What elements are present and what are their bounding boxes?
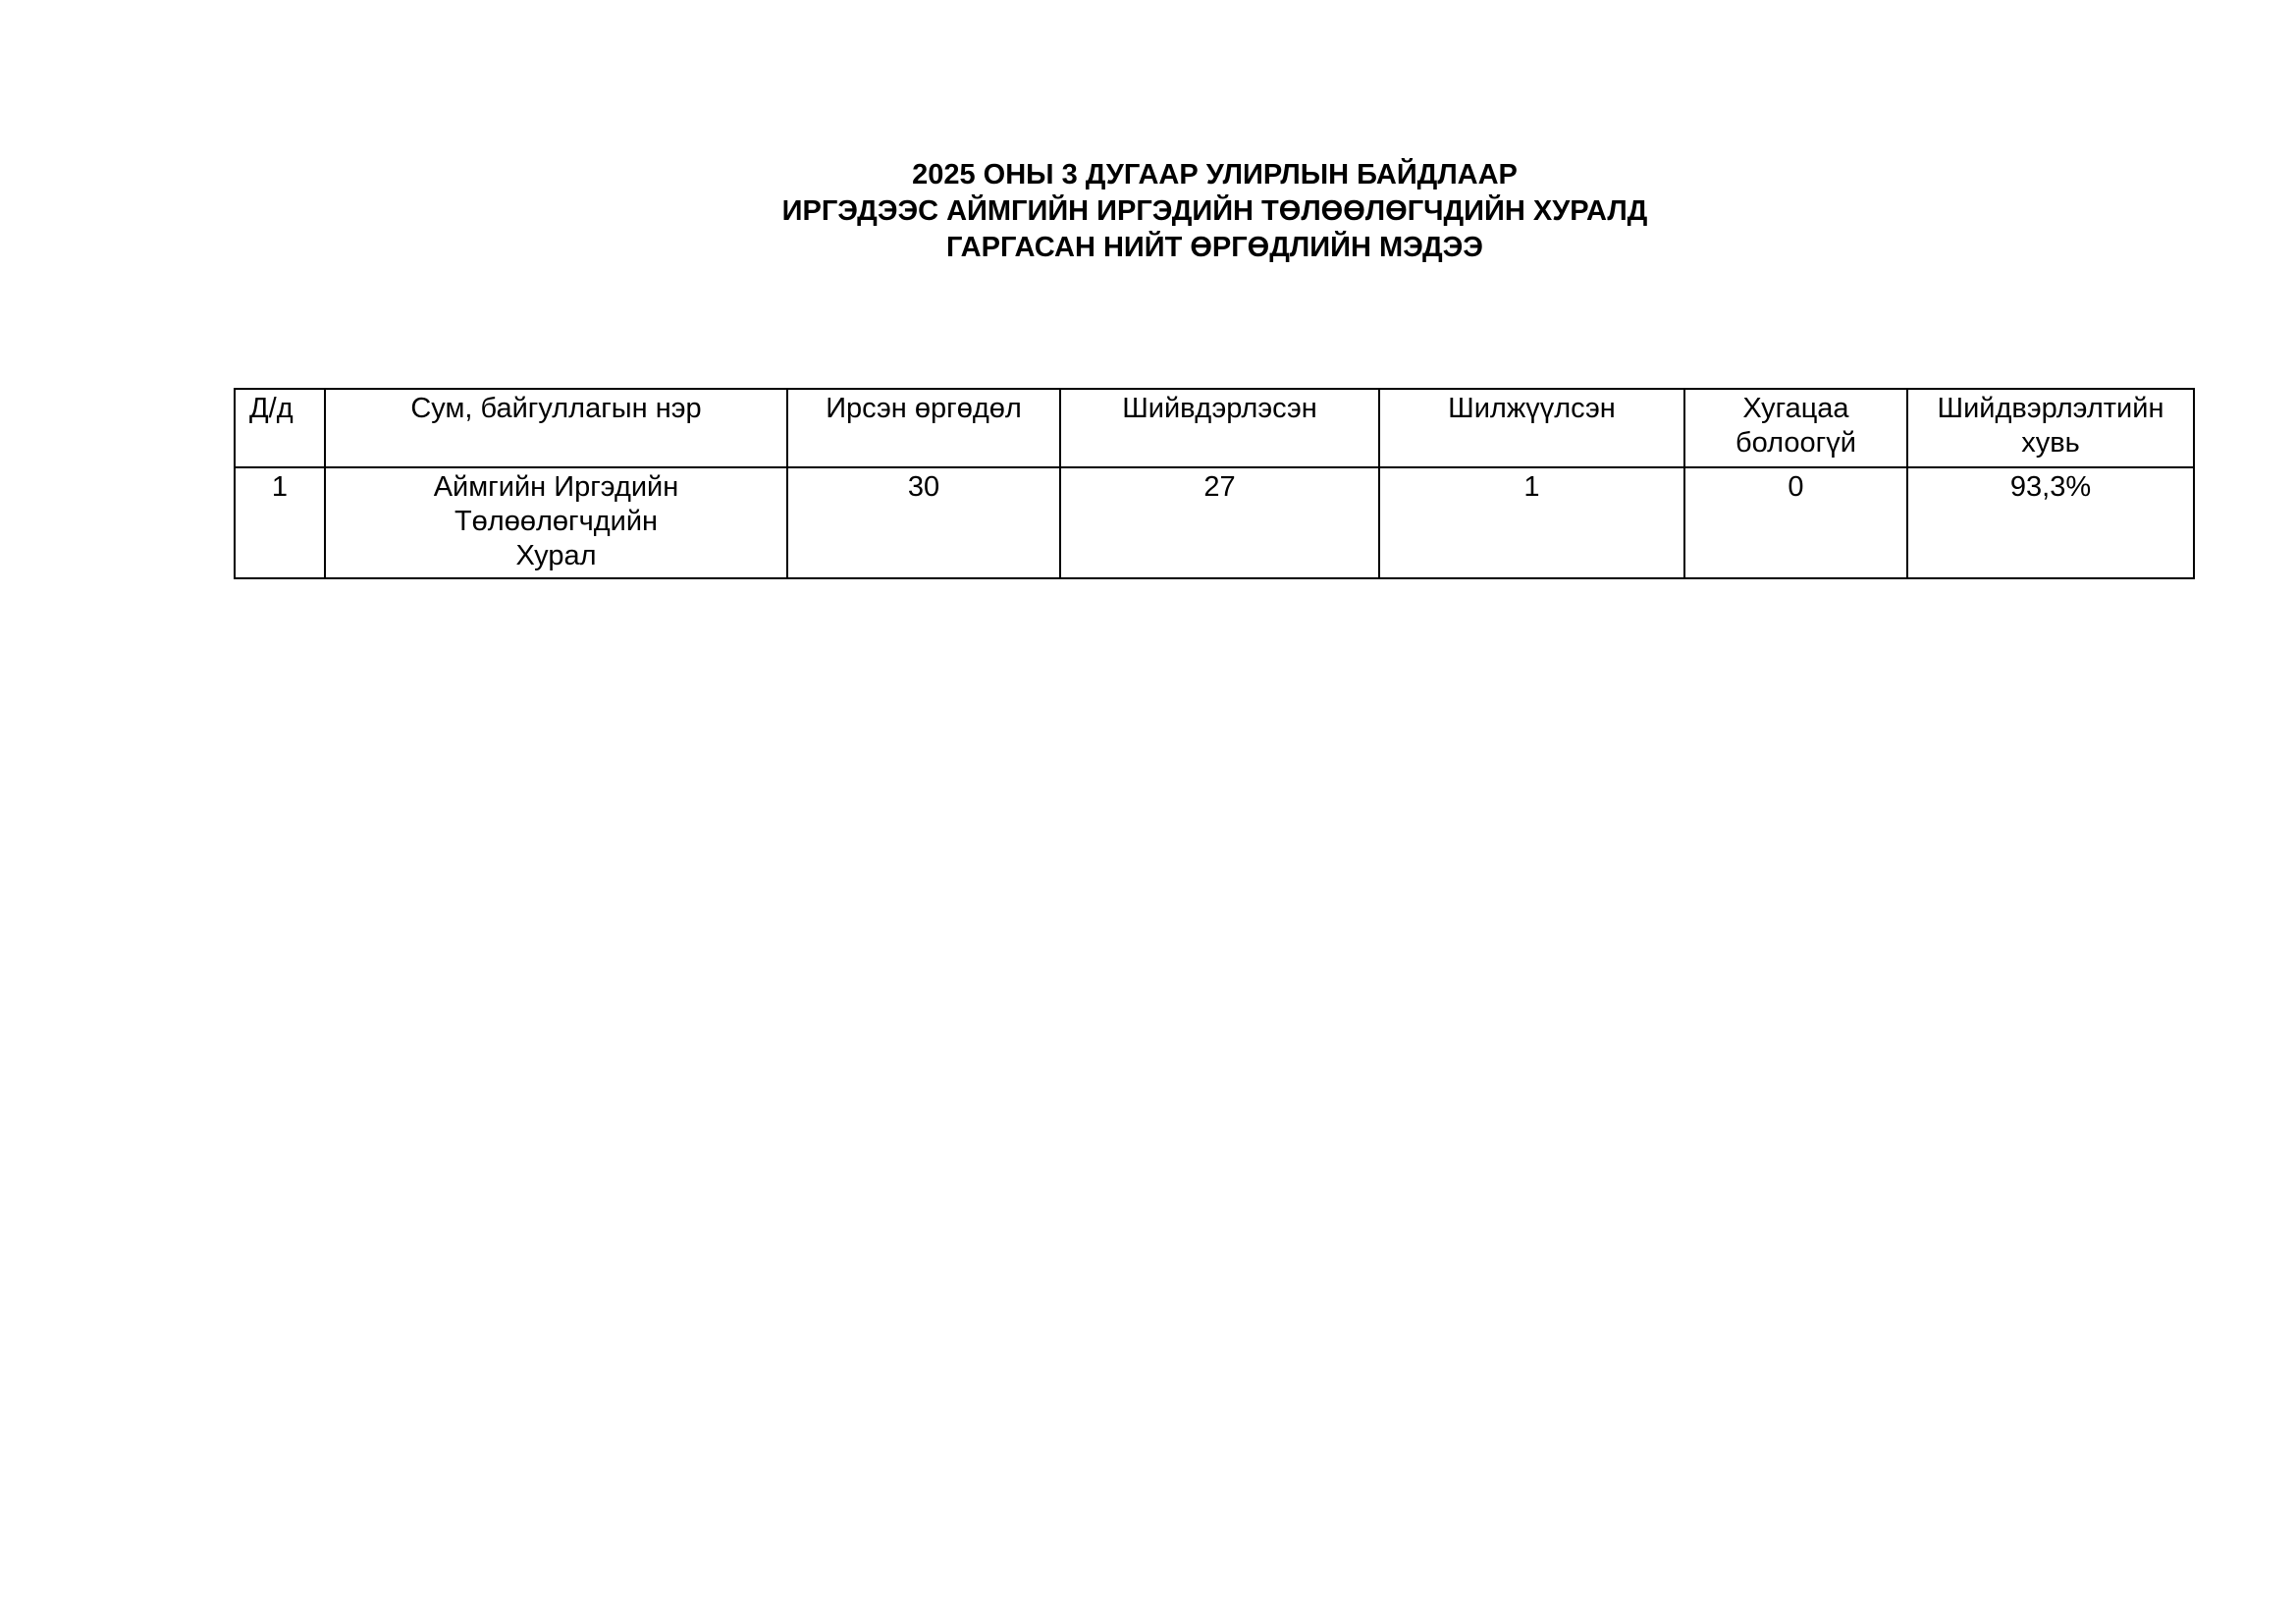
header-rate-label-2: хувь [2021,427,2080,459]
table-header-row [235,389,2194,467]
cell-name-line-1: Аймгийн Иргэдийн [433,471,679,503]
header-overdue-label-1: Хугацаа [1742,393,1849,424]
cell-resolved: 27 [1060,467,1379,578]
header-no-label: Д/д [249,393,294,424]
title-line-1: 2025 ОНЫ 3 ДУГААР УЛИРЛЫН БАЙДЛААР [912,159,1518,190]
title-line-2: ИРГЭДЭЭС АЙМГИЙН ИРГЭДИЙН ТӨЛӨӨЛӨГЧДИЙН ХУРАЛД [781,195,1648,227]
cell-name-line-2: Төлөөлөгчдийн [454,506,659,537]
cell-rate: 93,3% [1907,467,2194,578]
header-name-label: Сум, байгуллагын нэр [410,393,702,424]
title-line-3: ГАРГАСАН НИЙТ ӨРГӨДЛИЙН МЭДЭЭ [946,232,1483,263]
header-resolved [1060,389,1379,467]
header-received-label: Ирсэн өргөдөл [826,393,1022,424]
petition-report-table [234,388,2195,579]
header-resolved-label: Шийвдэрлэсэн [1122,393,1317,424]
header-name [325,389,787,467]
header-no [235,389,325,467]
header-rate [1907,389,2194,467]
table-row [235,467,2194,578]
header-received [787,389,1060,467]
cell-transferred: 1 [1379,467,1684,578]
cell-overdue: 0 [1684,467,1907,578]
header-transferred [1379,389,1684,467]
cell-no: 1 [235,467,325,578]
header-rate-label-1: Шийдвэрлэлтийн [1937,393,2164,424]
document-title [0,157,2296,266]
cell-name [325,467,787,578]
header-transferred-label: Шилжүүлсэн [1448,393,1616,424]
header-overdue [1684,389,1907,467]
cell-received: 30 [787,467,1060,578]
header-overdue-label-2: болоогүй [1735,427,1856,459]
cell-name-line-3: Хурал [515,540,597,571]
